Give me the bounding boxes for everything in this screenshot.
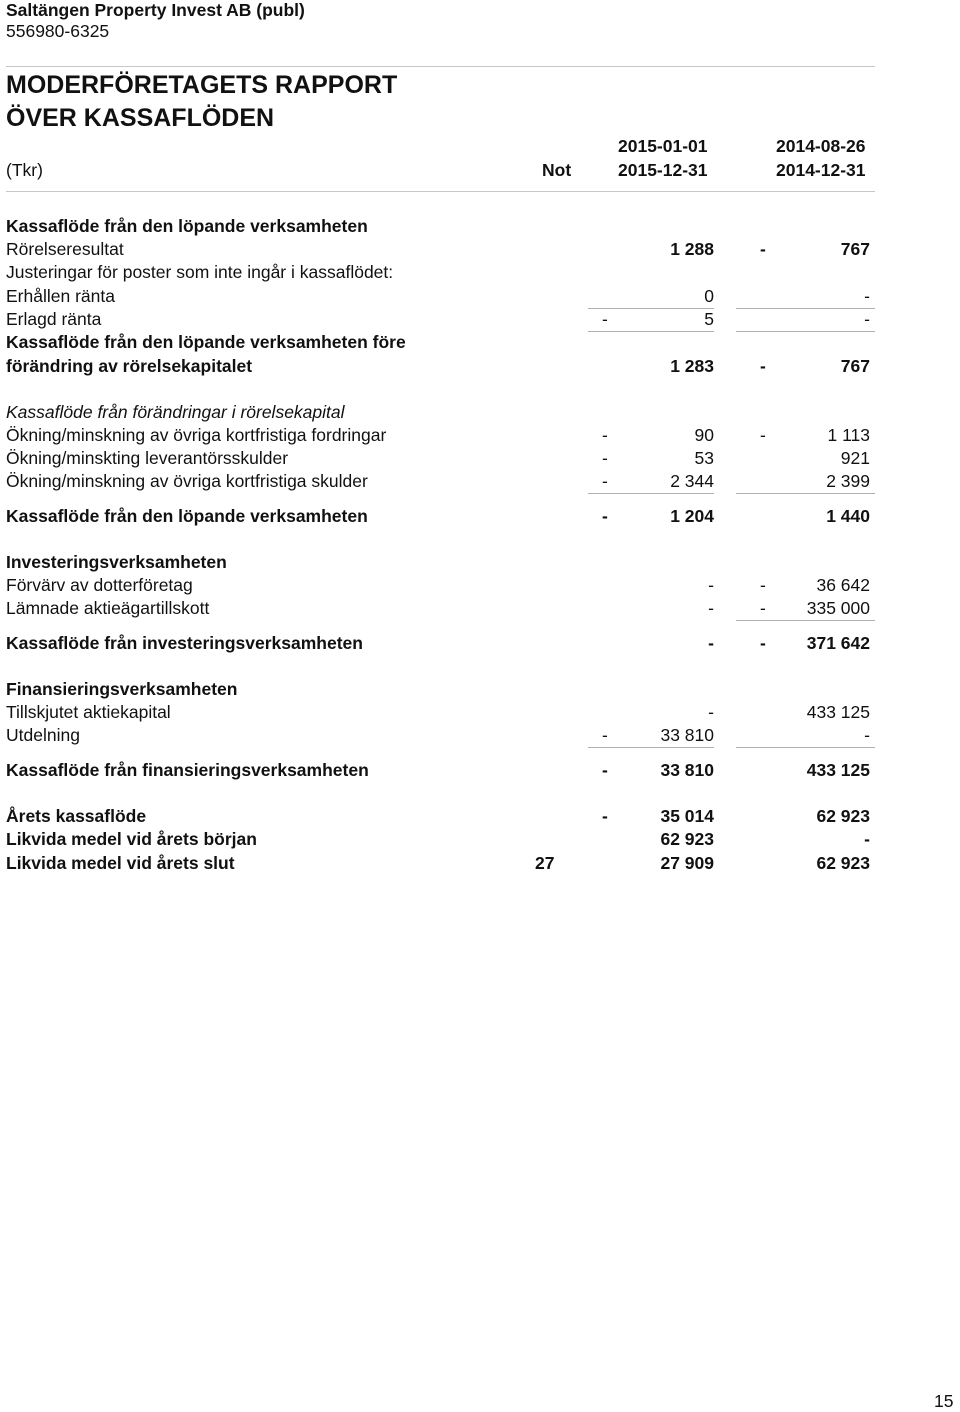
period1-value: - bbox=[708, 575, 714, 595]
period1-value: 33 810 bbox=[660, 725, 714, 745]
period1-value: 27 909 bbox=[660, 853, 714, 873]
report-title-line1: MODERFÖRETAGETS RAPPORT bbox=[6, 71, 398, 99]
table-row bbox=[0, 215, 960, 237]
report-title bbox=[6, 69, 397, 135]
row-label: Årets kassaflöde bbox=[6, 806, 147, 826]
row-label: Kassaflöde från den löpande verksamheten före bbox=[6, 332, 406, 352]
period1-sign: - bbox=[602, 760, 608, 780]
period1-value: 1 204 bbox=[670, 506, 714, 526]
table-row bbox=[0, 285, 960, 307]
table-row bbox=[0, 724, 960, 746]
row-label: Kassaflöde från finansieringsverksamheten bbox=[6, 760, 369, 780]
period2-sign: - bbox=[760, 425, 766, 445]
period2-value: 371 642 bbox=[806, 633, 870, 653]
table-row bbox=[0, 355, 960, 377]
period1-sign: - bbox=[602, 309, 608, 329]
subtotal-rule bbox=[588, 493, 714, 494]
period1-sign: - bbox=[602, 506, 608, 526]
note-column-header: Not bbox=[542, 160, 572, 180]
page-number: 15 bbox=[934, 1391, 954, 1411]
period1-value: 2 344 bbox=[670, 471, 714, 491]
period2-value: 433 125 bbox=[806, 760, 870, 780]
row-label: Ökning/minskting leverantörsskulder bbox=[6, 448, 289, 468]
period2-value: - bbox=[864, 829, 870, 849]
period2-value: - bbox=[864, 725, 870, 745]
period1-value: 62 923 bbox=[660, 829, 714, 849]
period1-sign: - bbox=[602, 448, 608, 468]
period1-value: 1 288 bbox=[670, 239, 714, 259]
table-row bbox=[0, 424, 960, 446]
period2-value: 62 923 bbox=[816, 853, 870, 873]
period2-value: 767 bbox=[840, 356, 870, 376]
table-row bbox=[0, 308, 960, 330]
period1-value: 53 bbox=[694, 448, 714, 468]
table-row bbox=[0, 678, 960, 700]
period2-value: 1 440 bbox=[826, 506, 870, 526]
subtotal-rule bbox=[736, 747, 875, 748]
table-row bbox=[0, 805, 960, 827]
period1-start: 2015-01-01 bbox=[618, 136, 708, 156]
period2-value: - bbox=[864, 286, 870, 306]
table-row bbox=[0, 852, 960, 874]
period2-value: - bbox=[864, 309, 870, 329]
row-label: Finansieringsverksamheten bbox=[6, 679, 238, 699]
table-row bbox=[0, 447, 960, 469]
row-label: Erhållen ränta bbox=[6, 286, 115, 306]
period1-sign: - bbox=[602, 471, 608, 491]
period2-value: 62 923 bbox=[816, 806, 870, 826]
table-row bbox=[0, 401, 960, 423]
row-label: Kassaflöde från investeringsverksamheten bbox=[6, 633, 363, 653]
report-title-line2: ÖVER KASSAFLÖDEN bbox=[6, 104, 275, 132]
period2-value: 767 bbox=[840, 239, 870, 259]
period2-value: 335 000 bbox=[806, 598, 870, 618]
table-row bbox=[0, 331, 960, 353]
subtotal-rule bbox=[736, 493, 875, 494]
period1-value: 35 014 bbox=[660, 806, 714, 826]
period2-start: 2014-08-26 bbox=[776, 136, 866, 156]
period2-sign: - bbox=[760, 239, 766, 259]
period2-value: 2 399 bbox=[826, 471, 870, 491]
row-label: förändring av rörelsekapitalet bbox=[6, 356, 253, 376]
table-row bbox=[0, 759, 960, 781]
row-label: Likvida medel vid årets början bbox=[6, 829, 257, 849]
period2-value: 433 125 bbox=[806, 702, 870, 722]
period1-value: 0 bbox=[704, 286, 714, 306]
period2-sign: - bbox=[760, 633, 766, 653]
row-label: Ökning/minskning av övriga kortfristiga skulder bbox=[6, 471, 368, 491]
table-row bbox=[0, 470, 960, 492]
table-row bbox=[0, 238, 960, 260]
row-label: Erlagd ränta bbox=[6, 309, 102, 329]
period1-value: - bbox=[708, 598, 714, 618]
period1-end: 2015-12-31 bbox=[618, 160, 708, 180]
row-label: Rörelseresultat bbox=[6, 239, 124, 259]
period2-end: 2014-12-31 bbox=[776, 160, 866, 180]
subtotal-rule bbox=[588, 747, 714, 748]
period2-value: 36 642 bbox=[816, 575, 870, 595]
row-label: Lämnade aktieägartillskott bbox=[6, 598, 210, 618]
table-row bbox=[0, 505, 960, 527]
unit-label: (Tkr) bbox=[6, 160, 43, 180]
row-label: Utdelning bbox=[6, 725, 80, 745]
period2-sign: - bbox=[760, 575, 766, 595]
table-row bbox=[0, 597, 960, 619]
table-row bbox=[0, 551, 960, 573]
row-label: Investeringsverksamheten bbox=[6, 552, 227, 572]
table-row bbox=[0, 828, 960, 850]
period1-value: - bbox=[708, 633, 714, 653]
org-number: 556980-6325 bbox=[6, 21, 110, 41]
row-label: Förvärv av dotterföretag bbox=[6, 575, 193, 595]
period2-sign: - bbox=[760, 356, 766, 376]
row-note: 27 bbox=[535, 853, 555, 873]
period1-value: 1 283 bbox=[670, 356, 714, 376]
header-divider bbox=[6, 191, 875, 192]
period1-value: - bbox=[708, 702, 714, 722]
table-row bbox=[0, 632, 960, 654]
row-label: Kassaflöde från den löpande verksamheten bbox=[6, 216, 368, 236]
period1-sign: - bbox=[602, 725, 608, 745]
row-label: Kassaflöde från förändringar i rörelsekapital bbox=[6, 402, 345, 422]
row-label: Tillskjutet aktiekapital bbox=[6, 702, 171, 722]
row-label: Kassaflöde från den löpande verksamheten bbox=[6, 506, 368, 526]
row-label: Justeringar för poster som inte ingår i kassaflödet: bbox=[6, 262, 394, 282]
period1-sign: - bbox=[602, 806, 608, 826]
period1-value: 90 bbox=[694, 425, 714, 445]
company-name: Saltängen Property Invest AB (publ) bbox=[6, 0, 305, 20]
subtotal-rule bbox=[736, 620, 875, 621]
top-divider bbox=[6, 66, 875, 67]
period2-value: 1 113 bbox=[827, 425, 870, 445]
period2-sign: - bbox=[760, 598, 766, 618]
period1-value: 5 bbox=[704, 309, 714, 329]
table-row bbox=[0, 701, 960, 723]
row-label: Ökning/minskning av övriga kortfristiga fordringar bbox=[6, 425, 387, 445]
period1-value: 33 810 bbox=[660, 760, 714, 780]
period1-sign: - bbox=[602, 425, 608, 445]
table-row bbox=[0, 574, 960, 596]
period2-value: 921 bbox=[840, 448, 870, 468]
row-label: Likvida medel vid årets slut bbox=[6, 853, 235, 873]
table-row bbox=[0, 261, 960, 283]
